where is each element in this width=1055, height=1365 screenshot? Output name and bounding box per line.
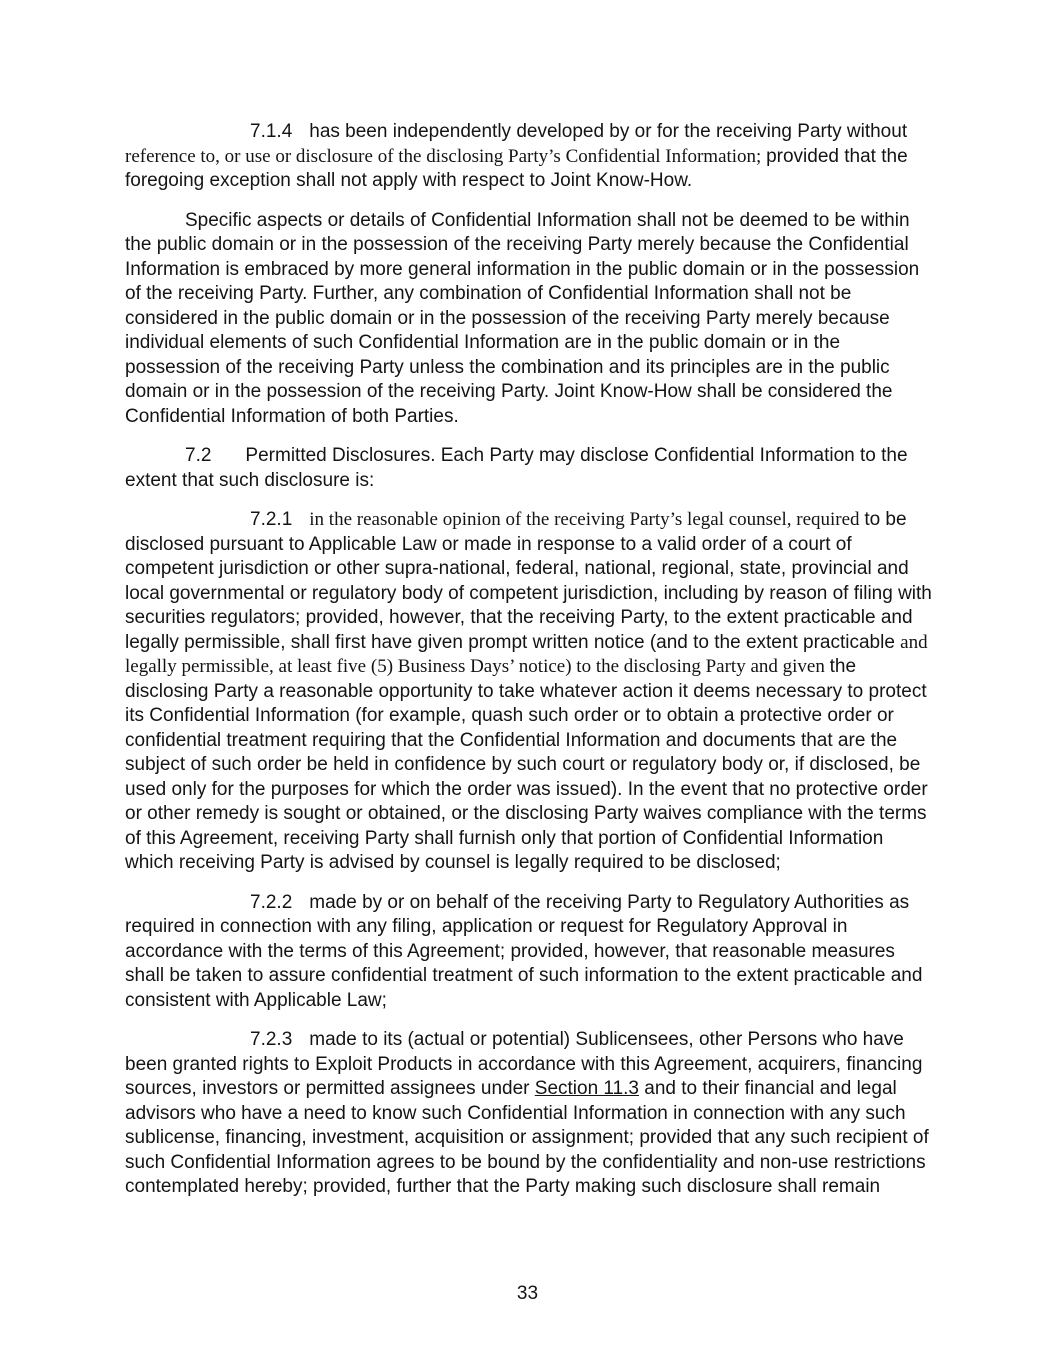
- paragraph-7-2: [125, 444, 935, 493]
- paragraph-public-domain: [125, 209, 935, 430]
- paragraph-text: made to its (actual or potential) Sublicensees, other Persons who have been granted rights to Exploit Products in accordance with this Agreement, acquirers, financing sources, investors or permitted assignees under: [125, 1029, 923, 1099]
- document-body: [125, 120, 935, 1215]
- paragraph-text: Specific aspects or details of Confidential Information shall not be deemed to be within the public domain or in the possession of the receiving Party merely because the Confidential Information is embraced by more general information in the public domain or in the possession of the receiving Party. Further, any combination of Confidential Information shall not be considered in the public domain or in the possession of the receiving Party merely because individual elements of such Confidential Information are in the public domain or in the possession of the receiving Party unless the combination and its principles are in the public domain or in the possession of the receiving Party. Joint Know-How shall be considered the Confidential Information of both Parties.: [125, 209, 920, 427]
- paragraph-7-2-1: [125, 508, 935, 876]
- section-number-7-1-4: 7.1.4: [250, 121, 293, 142]
- paragraph-text: the disclosing Party a reasonable opportunity to take whatever action it deems necessary to protect its Confidential Information (for example, quash such order or to obtain a protective order or confidential treatment requiring that the Confidential Information and documents that are the subject of such order be held in confidence by such court or regulatory body or, if disclosed, be used only for the purposes for which the order was issued). In the event that no protective order or other remedy is sought or obtained, or the disclosing Party waives compliance with the terms of this Agreement, receiving Party shall furnish only that portion of Confidential Information which receiving Party is advised by counsel is legally required to be disclosed;: [125, 656, 928, 873]
- paragraph-text: made by or on behalf of the receiving Party to Regulatory Authorities as required in connection with any filing, application or request for Regulatory Approval in accordance with the terms of this Agreement; provided, however, that reasonable measures shall be taken to assure confidential treatment of such information to the extent practicable and consistent with Applicable Law;: [125, 891, 923, 1011]
- page-number: 33: [516, 1283, 539, 1304]
- section-number-7-2-2: 7.2.2: [250, 891, 293, 913]
- section-number-7-2-3: 7.2.3: [250, 1029, 293, 1050]
- paragraph-text: provided that the foregoing exception shall not apply with respect to Joint Know-How.: [125, 145, 908, 191]
- paragraph-7-2-3: [125, 1028, 935, 1200]
- paragraph-text: in the reasonable opinion of the receiving Party’s legal counsel, required: [309, 509, 865, 530]
- section-number-7-2: 7.2: [185, 445, 212, 466]
- paragraph-text: has been independently developed by or for the receiving Party without: [309, 121, 908, 142]
- section-number-7-2-1: 7.2.1: [250, 509, 293, 530]
- paragraph-text: Permitted Disclosures. Each Party may disclose Confidential Information to the extent that such disclosure is:: [125, 445, 908, 491]
- paragraph-text: and to their financial and legal advisors who have a need to know such Confidential Information in connection with any such sublicense, financing, investment, acquisition or assignment; provided that any such recipient of such Confidential Information agrees to be bound by the confidentiality and non-use restrictions contemplated hereby; provided, further that the Party making such disclosure shall remain: [125, 1078, 929, 1197]
- paragraph-text: and legally permissible, at least five (5) Business Days’ notice) to the disclosing Party and given: [125, 631, 928, 677]
- paragraph-text: reference to, or use or disclosure of the disclosing Party’s Confidential Information;: [125, 145, 767, 167]
- paragraph-7-1-4: [125, 120, 935, 194]
- paragraph-text: to be disclosed pursuant to Applicable Law or made in response to a valid order of a court of competent jurisdiction or other supra-national, federal, national, regional, state, provincial and local governmental or regulatory body of competent jurisdiction, including by reason of filing with securities regulators; provided, however, that the receiving Party, to the extent practicable and legally permissible, shall first have given prompt written notice (and to the extent practicable: [125, 509, 932, 653]
- paragraph-7-2-2: [125, 891, 935, 1014]
- section-11-3-reference: Section 11.3: [534, 1078, 639, 1099]
